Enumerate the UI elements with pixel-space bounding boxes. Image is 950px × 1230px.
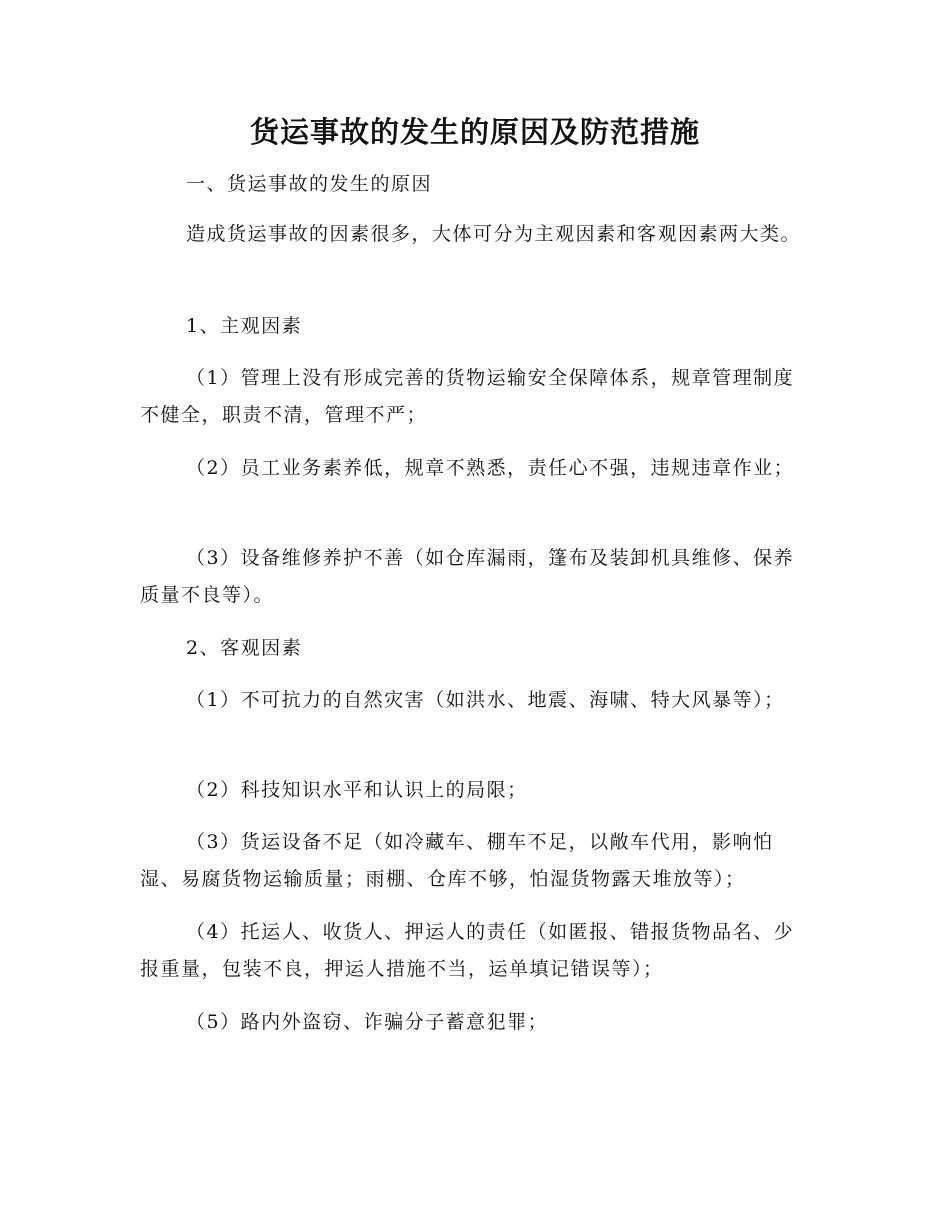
paragraph-intro: 造成货运事故的因素很多，大体可分为主观因素和客观因素两大类。 — [186, 223, 802, 245]
subheading-objective-factors: 2、客观因素 — [186, 637, 303, 659]
section-heading-causes: 一、货运事故的发生的原因 — [186, 173, 433, 195]
paragraph-objective-5: （5）路内外盗窃、诈骗分子蓄意犯罪； — [186, 1011, 549, 1033]
paragraph-subjective-1: （1）管理上没有形成完善的货物运输安全保障体系，规章管理制度不健全，职责不清，管理不严； — [140, 367, 795, 426]
paragraph-objective-2: （2）科技知识水平和认识上的局限； — [186, 779, 528, 801]
paragraph-subjective-3: （3）设备维修养护不善（如仓库漏雨，篷布及装卸机具维修、保养质量不良等）。 — [140, 547, 795, 606]
subheading-subjective-factors: 1、主观因素 — [186, 315, 303, 337]
paragraph-objective-3: （3）货运设备不足（如冷藏车、棚车不足，以敞车代用，影响怕湿、易腐货物运输质量；雨棚、仓库不够，怕湿货物露天堆放等）； — [140, 831, 774, 890]
paragraph-objective-1: （1）不可抗力的自然灾害（如洪水、地震、海啸、特大风暴等）； — [186, 689, 785, 711]
paragraph-subjective-2: （2）员工业务素养低，规章不熟悉，责任心不强，违规违章作业； — [186, 457, 795, 479]
document-title: 货运事故的发生的原因及防范措施 — [249, 115, 700, 149]
paragraph-objective-4: （4）托运人、收货人、押运人的责任（如匿报、错报货物品名、少报重量，包装不良，押运人措施不当，运单填记错误等）； — [140, 921, 795, 980]
